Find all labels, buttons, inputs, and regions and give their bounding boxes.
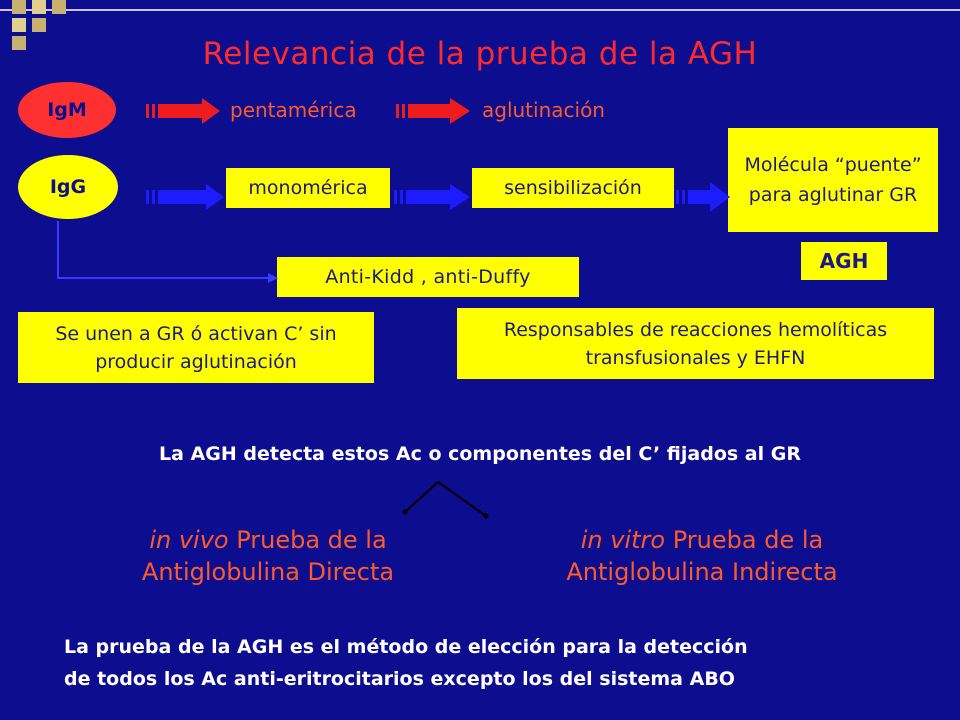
right-info-box bbox=[457, 308, 934, 379]
result-text: Molécula “puente” para aglutinar GR bbox=[744, 154, 922, 206]
invitro-italic: in vitro bbox=[580, 526, 666, 554]
conclusion-line2: de todos los Ac anti-eritrocitarios excepto los del sistema ABO bbox=[64, 668, 735, 690]
igg-step2: sensibilización bbox=[504, 177, 642, 199]
invitro-line1 bbox=[484, 524, 920, 556]
invitro-line1-rest: Prueba de la bbox=[665, 526, 824, 554]
invivo-block bbox=[60, 524, 476, 588]
blue-arrow-1 bbox=[146, 184, 224, 210]
conclusion bbox=[64, 631, 944, 695]
invitro-block bbox=[484, 524, 920, 588]
left-info-box bbox=[18, 312, 374, 383]
igm-step1: pentamérica bbox=[230, 98, 357, 122]
igg-label: IgG bbox=[49, 176, 87, 198]
connector-line bbox=[58, 221, 278, 283]
branch-lines bbox=[403, 482, 489, 519]
igm-label: IgM bbox=[47, 99, 87, 121]
igm-step2: aglutinación bbox=[482, 98, 605, 122]
invivo-line1-rest: Prueba de la bbox=[228, 526, 387, 554]
invitro-line2: Antiglobulina Indirecta bbox=[566, 558, 838, 586]
agh-label: AGH bbox=[819, 249, 869, 273]
red-arrow-1 bbox=[146, 98, 220, 124]
detect-line: La AGH detecta estos Ac o componentes del C’ fijados al GR bbox=[159, 443, 801, 465]
left-info-text: Se unen a GR ó activan C’ sin producir aglutinación bbox=[55, 322, 337, 373]
blue-arrow-2 bbox=[394, 184, 470, 210]
invivo-line1 bbox=[60, 524, 476, 556]
slide-title: Relevancia de la prueba de la AGH bbox=[202, 36, 758, 72]
invivo-italic: in vivo bbox=[149, 526, 229, 554]
blue-arrow-3 bbox=[676, 182, 730, 212]
red-arrow-2 bbox=[396, 98, 470, 124]
igg-step1: monomérica bbox=[248, 177, 368, 199]
conclusion-line1: La prueba de la AGH es el método de elección para la detección bbox=[64, 636, 748, 658]
invivo-line2: Antiglobulina Directa bbox=[141, 558, 395, 586]
antibodies-text: Anti-Kidd , anti-Duffy bbox=[325, 266, 531, 288]
right-info-text: Responsables de reacciones hemolíticas transfusionales y EHFN bbox=[503, 318, 888, 369]
